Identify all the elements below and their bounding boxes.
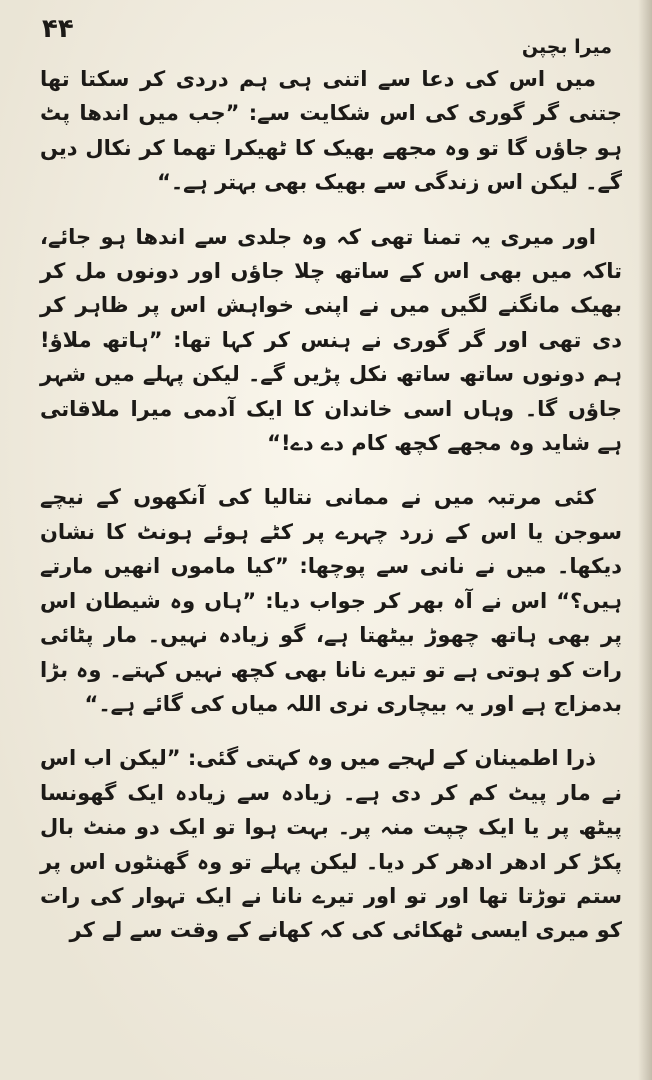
paragraph-2: اور میری یہ تمنا تھی کہ وہ جلدی سے اندھا ہو جائے، تاکہ میں بھی اس کے ساتھ چلا جاؤں اور دونوں مل کر بھیک مانگنے لگیں میں نے اپنی خواہش اس پر ظاہر کر دی تھی اور گر گوری نے ہنس کر کہا تھا: ”ہاتھ ملاؤ! ہم دونوں ساتھ ساتھ نکل پڑیں گے۔ لیکن پہلے میں شہر جاؤں گا۔ وہاں اسی خاندان کا ایک آدمی میرا ملاقاتی ہے شاید وہ مجھے کچھ کام دے دے!“ — [40, 224, 622, 456]
text-body — [40, 62, 622, 968]
page-header — [30, 14, 622, 64]
paragraph-4: ذرا اطمینان کے لہجے میں وہ کہتی گئی: ”لیکن اب اس نے مار پیٹ کم کر دی ہے۔ زیادہ سے زیادہ ایک گھونسا پیٹھ پر یا ایک چپت منہ پر۔ بہت ہوا تو ایک دو منٹ بال پکڑ کر ادھر ادھر کر دیا۔ لیکن پہلے تو وہ گھنٹوں اس پر ستم توڑتا تھا اور تو اور تیرے نانا نے ایک تہوار کی رات کو میری ایسی ٹھکائی کی کہ کھانے کے وقت سے لے کر — [40, 746, 622, 943]
page-number: ۴۴ — [42, 14, 74, 44]
paragraph-1: میں اس کی دعا سے اتنی ہی ہم دردی کر سکتا تھا جتنی گر گوری کی اس شکایت سے: ”جب میں اندھا پٹ ہو جاؤں گا تو وہ مجھے بھیک کا ٹھیکرا تھما کر نکال دیں گے۔ لیکن اس زندگی سے بھیک بھی بہتر ہے۔“ — [40, 67, 622, 195]
paragraph-3: کئی مرتبہ میں نے ممانی نتالیا کی آنکھوں کے نیچے سوجن یا اس کے زرد چہرے پر کٹے ہوئے ہونٹ کا نشان دیکھا۔ میں نے نانی سے پوچھا: ”کیا ماموں انھیں مارتے ہیں؟“ اس نے آہ بھر کر جواب دیا: ”ہاں وہ شیطان اس پر بھی ہاتھ چھوڑ بیٹھتا ہے، گو زیادہ نہیں۔ مار پٹائی رات کو ہوتی ہے تو تیرے نانا بھی کچھ نہیں کہتے۔ وہ بڑا بدمزاج ہے اور یہ بیچاری نری اللہ میاں کی گائے ہے۔“ — [40, 485, 622, 716]
page-edge-shadow — [638, 0, 652, 1080]
running-title: میرا بچپن — [521, 36, 612, 58]
